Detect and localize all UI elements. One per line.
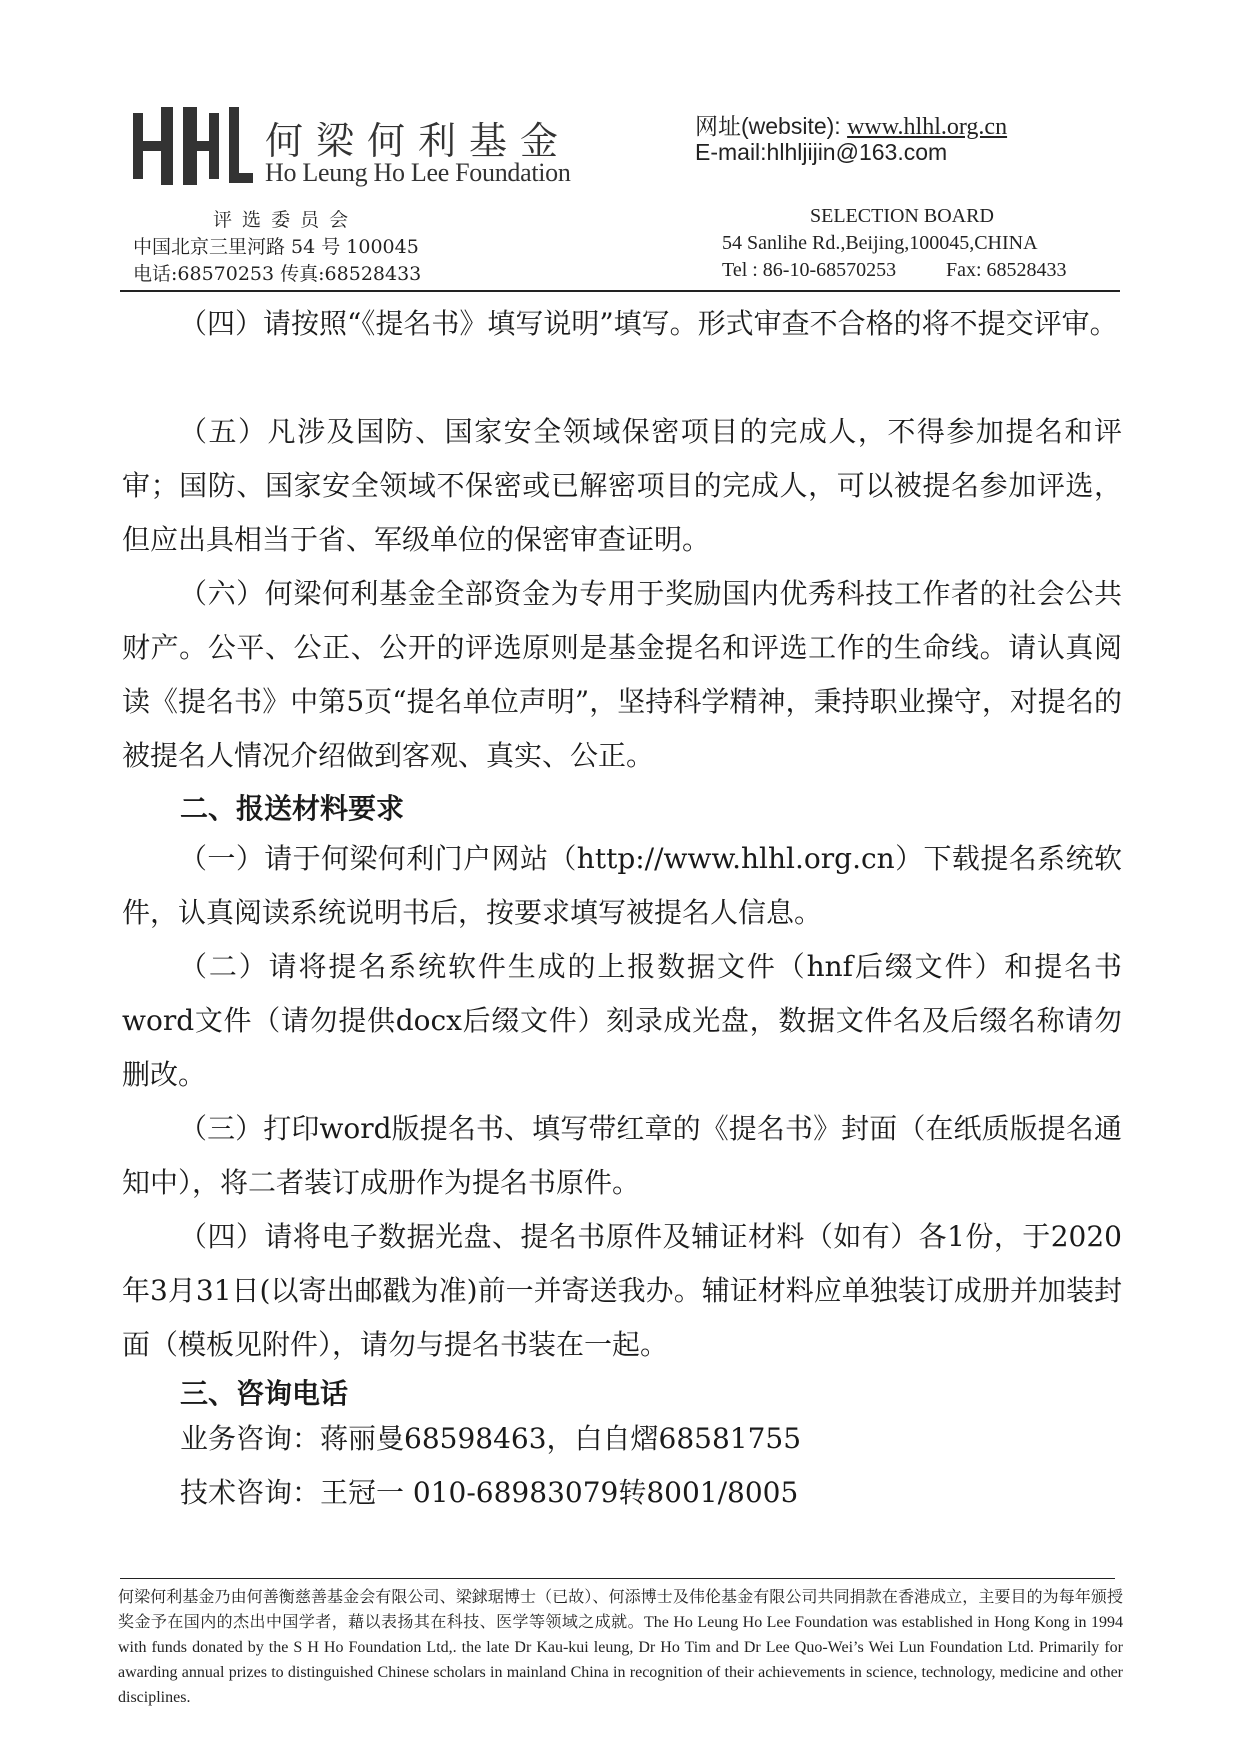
selection-board-en: SELECTION BOARD <box>810 205 994 227</box>
website-line <box>695 108 1007 141</box>
paragraph-item-4: （四）请按照“《提名书》填写说明”填写。形式审查不合格的将不提交评审。 <box>179 307 1118 340</box>
address-en: 54 Sanlihe Rd.,Beijing,100045,CHINA <box>722 232 1038 254</box>
paragraph-item-5: （五）凡涉及国防、国家安全领域保密项目的完成人，不得参加提名和评审；国防、国家安全领域不保密或已解密项目的完成人，可以被提名参加评选，但应出具相当于省、军级单位的保密审查证明。 <box>122 415 1122 556</box>
section-heading-2: 二、报送材料要求 <box>180 792 405 825</box>
footer-note: 何梁何利基金乃由何善衡慈善基金会有限公司、梁銶琚博士（已故）、何添博士及伟伦基金有限公司共同捐款在香港成立，主要目的为每年颁授奖金予在国内的杰出中国学者，藉以表扬其在科技、医学等领域之成就。The Ho Leung Ho Lee Foundation was established in Hong Kong in 1994 with funds donated by the S H Ho Foundation Ltd,. the late Dr Kau-kui leung, Dr Ho Tim and Dr Lee Quo-Wei’s Wei Lun Foundation Ltd. Primarily for awarding annual prizes to distinguished Chinese scholars in mainland China in recognition of their achievements in science, technology, medicine and other disciplines. <box>118 1589 1123 1706</box>
phone-fax-cn: 电话:68570253 传真:68528433 <box>133 263 422 285</box>
website-link[interactable]: www.hlhl.org.cn <box>847 114 1008 140</box>
paragraph-material-1: （一）请于何梁何利门户网站（http://www.hlhl.org.cn）下载提名系统软件，认真阅读系统说明书后，按要求填写被提名人信息。 <box>122 842 1122 929</box>
fax-en: Fax: 68528433 <box>946 259 1067 281</box>
header-divider <box>120 290 1120 292</box>
foundation-name-cn: 何梁何利基金 <box>265 119 572 163</box>
tel-en: Tel : 86-10-68570253 <box>722 259 897 281</box>
website-label: 网址(website): <box>695 113 848 139</box>
footer-divider <box>120 1578 1115 1579</box>
selection-board-cn: 评 选 委 员 会 <box>213 209 351 231</box>
paragraph-material-2: （二）请将提名系统软件生成的上报数据文件（hnf后缀文件）和提名书word文件（请勿提供docx后缀文件）刻录成光盘，数据文件名及后缀名称请勿删改。 <box>122 950 1122 1091</box>
contact-business: 业务咨询：蒋丽曼68598463，白自熠68581755 <box>180 1422 802 1455</box>
section-heading-3: 三、咨询电话 <box>180 1377 349 1410</box>
paragraph-item-6: （六）何梁何利基金全部资金为专用于奖励国内优秀科技工作者的社会公共财产。公平、公正、公开的评选原则是基金提名和评选工作的生命线。请认真阅读《提名书》中第5页“提名单位声明”，坚持科学精神，秉持职业操守，对提名的被提名人情况介绍做到客观、真实、公正。 <box>122 577 1122 772</box>
contact-technical: 技术咨询：王冠一 010-68983079转8001/8005 <box>180 1476 799 1509</box>
foundation-name-en: Ho Leung Ho Lee Foundation <box>265 158 571 187</box>
address-cn: 中国北京三里河路 54 号 100045 <box>133 236 419 258</box>
paragraph-material-4: （四）请将电子数据光盘、提名书原件及辅证材料（如有）各1份，于2020年3月31日(以寄出邮戳为准)前一并寄送我办。辅证材料应单独装订成册并加装封面（模板见附件），请勿与提名书装在一起。 <box>122 1220 1122 1361</box>
paragraph-material-3: （三）打印word版提名书、填写带红章的《提名书》封面（在纸质版提名通知中），将二者装订成册作为提名书原件。 <box>122 1112 1122 1199</box>
email-line: E-mail:hlhljijin@163.com <box>695 139 948 165</box>
hlhl-logo-icon <box>133 107 253 185</box>
